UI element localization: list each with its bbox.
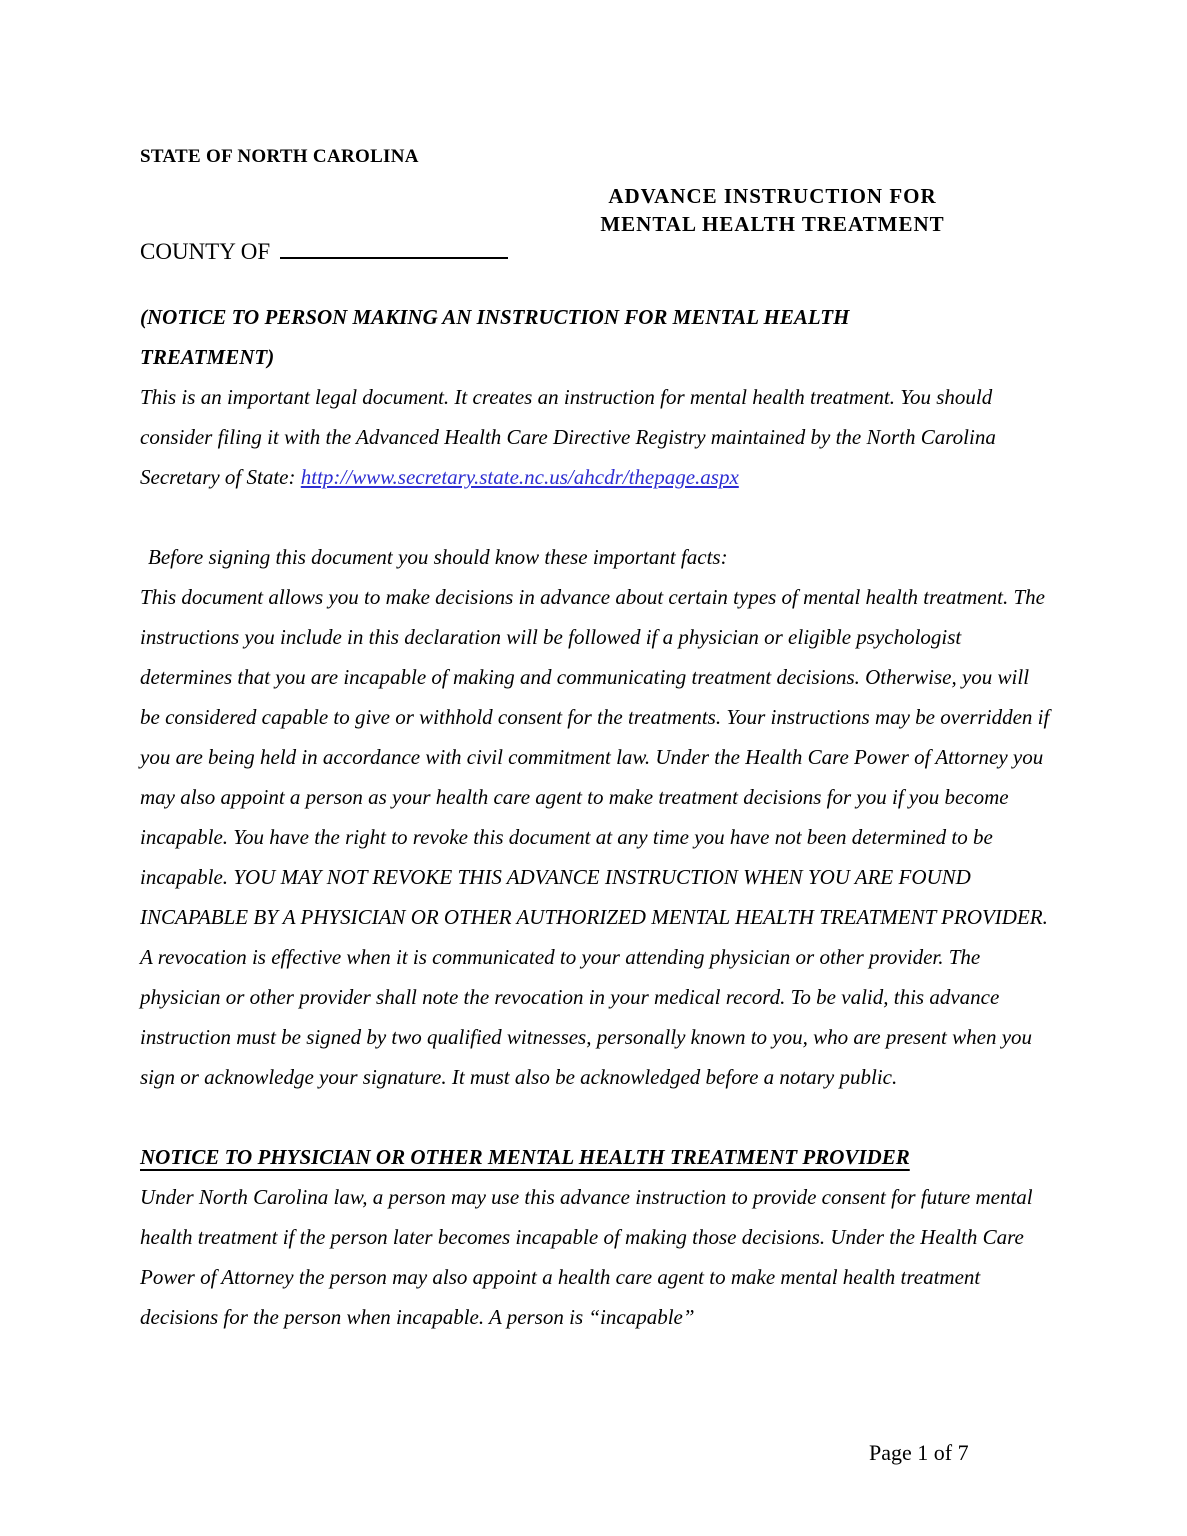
- registry-link[interactable]: http://www.secretary.state.nc.us/ahcdr/thepage.aspx: [300, 465, 739, 489]
- state-label: STATE OF NORTH CAROLINA: [140, 146, 419, 167]
- county-blank-line: [280, 234, 508, 259]
- intro-text: This is an important legal document. It creates an instruction for mental health treatment. You should consider filing it with the Advanced Health Care Directive Registry maintained by the North Carolina Secretary of State:: [140, 385, 996, 489]
- document-body: [140, 297, 1050, 1337]
- document-title: [570, 182, 975, 238]
- facts-tail-text: A revocation is effective when it is communicated to your attending physician or other provider. The physician or other provider shall note the revocation in your medical record. To be valid, this advance instruction must be signed by two qualified witnesses, personally known to you, who are present when you sign or acknowledge your signature. It must also be acknowledged before a notary public.: [140, 945, 1033, 1089]
- county-line: [140, 234, 508, 265]
- facts-caps-text: YOU MAY NOT REVOKE THIS ADVANCE INSTRUCTION WHEN YOU ARE FOUND INCAPABLE BY A PHYSICIAN OR OTHER AUTHORIZED MENTAL HEALTH TREATMENT PROVIDER.: [140, 865, 1048, 929]
- document-title-line2: MENTAL HEALTH TREATMENT: [600, 212, 945, 236]
- document-title-line1: ADVANCE INSTRUCTION FOR: [608, 184, 937, 208]
- notice-to-provider-heading: NOTICE TO PHYSICIAN OR OTHER MENTAL HEALTH TREATMENT PROVIDER: [140, 1145, 910, 1169]
- intro-paragraph: [140, 377, 1050, 497]
- county-label: COUNTY OF: [140, 239, 271, 264]
- provider-paragraph: Under North Carolina law, a person may use this advance instruction to provide consent for future mental health treatment if the person later becomes incapable of making those decisions. Under the Health Care Power of Attorney the person may also appoint a health care agent to make mental health treatment decisions for the person when incapable. A person is “incapable”: [140, 1185, 1033, 1329]
- facts-paragraph: [140, 577, 1050, 1097]
- page-indicator: Page 1 of 7: [869, 1440, 969, 1465]
- facts-lead: Before signing this document you should know these important facts:: [148, 545, 728, 569]
- notice-to-person-heading: (NOTICE TO PERSON MAKING AN INSTRUCTION FOR MENTAL HEALTH TREATMENT): [140, 305, 850, 369]
- facts-text: This document allows you to make decisions in advance about certain types of mental health treatment. The instructions you include in this declaration will be followed if a physician or eligible psychologist determines that you are incapable of making and communicating treatment decisions. Otherwise, you will be considered capable to give or withhold consent for the treatments. Your instructions may be overridden if you are being held in accordance with civil commitment law. Under the Health Care Power of Attorney you may also appoint a person as your health care agent to make treatment decisions for you if you become incapable. You have the right to revoke this document at any time you have not been determined to be incapable.: [140, 585, 1050, 889]
